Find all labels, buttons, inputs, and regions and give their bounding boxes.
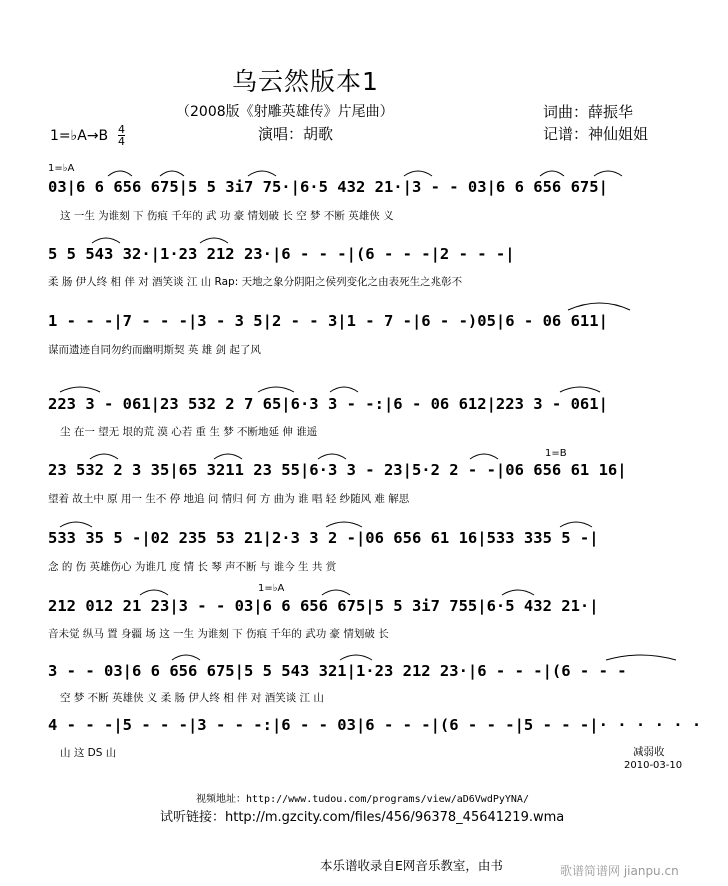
row-6-lyrics: 念 的 伤 英雄伤心 为谁几 度 情 长 琴 声不断 与 谁今 生 共 赏: [48, 561, 337, 573]
row-2-lyrics: 柔 肠 伊人终 相 伴 对 酒笑谈 江 山 Rap: 天地之象分阴阳之侯列变化之由表死生之兆彰不: [48, 276, 463, 288]
ending-instruction: 减弱收: [633, 746, 665, 758]
row-3-notes: 1 - - -|7 - - -|3 - 3 5|2 - - 3|1 - 7 -|6 - -)05|6 - 06 611|: [48, 312, 608, 330]
row-4-lyrics: 尘 在一 望无 垠的荒 漠 心若 重 生 梦 不断地延 伸 谁遥: [60, 426, 318, 438]
row-5-key-mark: 1=B: [545, 448, 567, 459]
row-7-lyrics: 音未觉 纵马 置 身疆 场 这 一生 为谁刻 下 伤痕 千年的 武功 豪 情划破 长: [48, 628, 389, 640]
transcriber: 记谱：神仙姐姐: [543, 125, 649, 143]
time-bottom: 4: [118, 135, 125, 148]
audio-link[interactable]: 试听链接：http://m.gzcity.com/files/456/96378_45641219.wma: [160, 810, 565, 825]
row-1-key-mark: 1=♭A: [48, 163, 75, 174]
score-date: 2010-03-10: [624, 760, 683, 771]
row-7-notes: 212 012 21 23|3 - - 03|6 6 656 675|5 5 3i7 755|6·5 432 21·|: [48, 597, 599, 615]
time-top: 4: [118, 123, 125, 136]
video-link[interactable]: 视频地址：http://www.tudou.com/programs/view/aD6VwdPyYNA/: [196, 794, 529, 805]
key-signature: 1=♭A→B: [50, 128, 109, 144]
singer: 演唱：胡歌: [258, 125, 334, 143]
score-subtitle: （2008版《射雕英雄传》片尾曲）: [176, 104, 394, 120]
row-5-notes: 23 532 2 3 35|65 3211 23 55|6·3 3 - 23|5·2 2 - -|06 656 61 16|: [48, 461, 627, 479]
row-1-lyrics: 这 一生 为谁刻 下 伤痕 千年的 武 功 豪 情划破 长 空 梦 不断 英雄侠 义: [60, 210, 394, 222]
row-3-lyrics: 谋而遗迹自同勿约而幽明斯契 英 雄 剑 起了风: [48, 344, 261, 356]
row-5-lyrics: 望着 故土中 原 用一 生不 停 地追 问 情归 何 方 曲为 谁 唱 轻 纱随风 难 解思: [48, 493, 410, 505]
site-watermark: 歌谱简谱网 jianpu.cn: [560, 864, 679, 878]
row-7-key-mark: 1=♭A: [258, 583, 285, 594]
row-8-lyrics: 空 梦 不断 英雄侠 义 柔 肠 伊人终 相 伴 对 酒笑谈 江 山: [60, 692, 324, 704]
score-title: 乌云然版本1: [232, 67, 379, 96]
row-9-lyrics: 山 这 DS 山: [60, 747, 117, 759]
row-2-notes: 5 5 543 32·|1·23 212 23·|6 - - -|(6 - - -|2 - - -|: [48, 245, 515, 263]
source-note: 本乐谱收录自E网音乐教室，由书: [320, 858, 503, 873]
row-1-notes: 03|6 6 656 675|5 5 3i7 75·|6·5 432 21·|3 - - 03|6 6 656 675|: [48, 178, 608, 196]
row-8-notes: 3 - - 03|6 6 656 675|5 5 543 321|1·23 212 23·|6 - - -|(6 - - -: [48, 662, 627, 680]
row-4-notes: 223 3 - 061|23 532 2 7 65|6·3 3 - -:|6 - 06 612|223 3 - 061|: [48, 395, 608, 413]
lyricist-composer: 词曲：薛振华: [543, 103, 634, 121]
row-6-notes: 533 35 5 -|02 235 53 21|2·3 3 2 -|06 656 61 16|533 335 5 -|: [48, 529, 599, 547]
row-9-notes: 4 - - -|5 - - -|3 - - -:|6 - - 03|6 - - -|(6 - - -|5 - - -|· · · · · ·: [48, 716, 702, 734]
